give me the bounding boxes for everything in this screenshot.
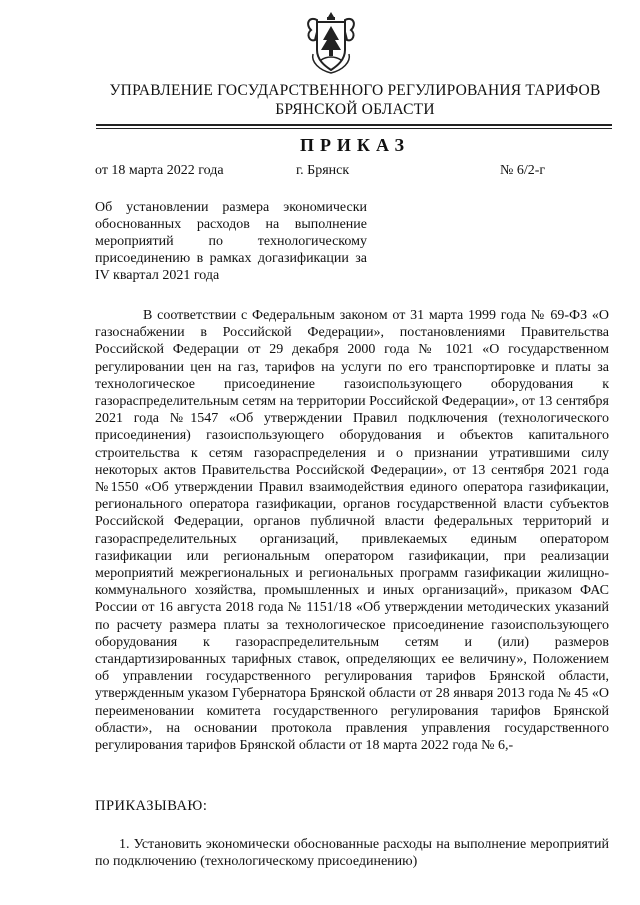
document-subject: Об установлении размера экономически обоснованных расходов на выполнение мероприятий по технологическому присоединению в рамках догазификации за IV квартал 2021 года bbox=[95, 200, 367, 283]
header-divider bbox=[96, 124, 612, 126]
order-item-1: 1. Установить экономически обоснованные расходы на выполнение мероприятий по подключению (технологическому присоединению) bbox=[95, 837, 609, 870]
order-word: ПРИКАЗЫВАЮ: bbox=[95, 798, 208, 814]
coat-of-arms-icon bbox=[303, 10, 359, 74]
org-name-line1: УПРАВЛЕНИЕ ГОСУДАРСТВЕННОГО РЕГУЛИРОВАНИЯ ТАРИФОВ bbox=[109, 82, 601, 99]
document-title: ПРИКАЗ bbox=[299, 135, 411, 155]
document-number: № 6/2-г bbox=[500, 163, 546, 178]
header-divider-thin bbox=[96, 128, 612, 129]
org-name-line2: БРЯНСКОЙ ОБЛАСТИ bbox=[275, 101, 435, 118]
document-date: от 18 марта 2022 года bbox=[95, 163, 224, 178]
document-preamble: В соответствии с Федеральным законом от 31 марта 1999 года № 69-ФЗ «О газоснабжении в Российской Федерации», постановлениями Правительства Российской Федерации от 29 декабря 2000 года № 1021 «О государственном регулировании цен на газ, тарифов на услуги по его транспортировке и платы за технологическое присоединение газоиспользующего оборудования к газораспределительным сетям на территории Российской Федерации», от 13 сентября 2021 года №1547 «Об утверждении Правил подключения (технологического присоединения) газоиспользующего оборудования и объектов капитального строительства к сетям газораспределения и о признании утратившими силу некоторых актов Правительства Российской Федерации», от 13 сентября 2021 года №1550 «Об утверждении Правил взаимодействия единого оператора газификации, регионального оператора газификации, органов государственной власти субъектов Российской Федерации, органов публичной власти федеральных территорий и газораспределительных организаций, привлекаемых единым оператором газификации или региональным оператором газификации, при реализации мероприятий межрегиональных и региональных программ газификации жилищно-коммунального хозяйства, промышленных и иных организаций», приказом ФАС России от 16 августа 2018 года № 1151/18 «Об утверждении методических указаний по расчету размера платы за технологическое присоединение газоиспользующего оборудования к газораспределительным сетям и (или) размеров стандартизированных тарифных ставок, определяющих ее величину», Положением об управлении государственного регулирования тарифов Брянской области, утвержденным указом Губернатора Брянской области от 28 января 2013 года № 45 «О переименовании комитета государственного регулирования тарифов Брянской области», на основании протокола правления управления государственного регулирования тарифов Брянской области от 18 марта 2022 года № 6,- bbox=[95, 308, 609, 754]
document-city: г. Брянск bbox=[296, 163, 350, 178]
